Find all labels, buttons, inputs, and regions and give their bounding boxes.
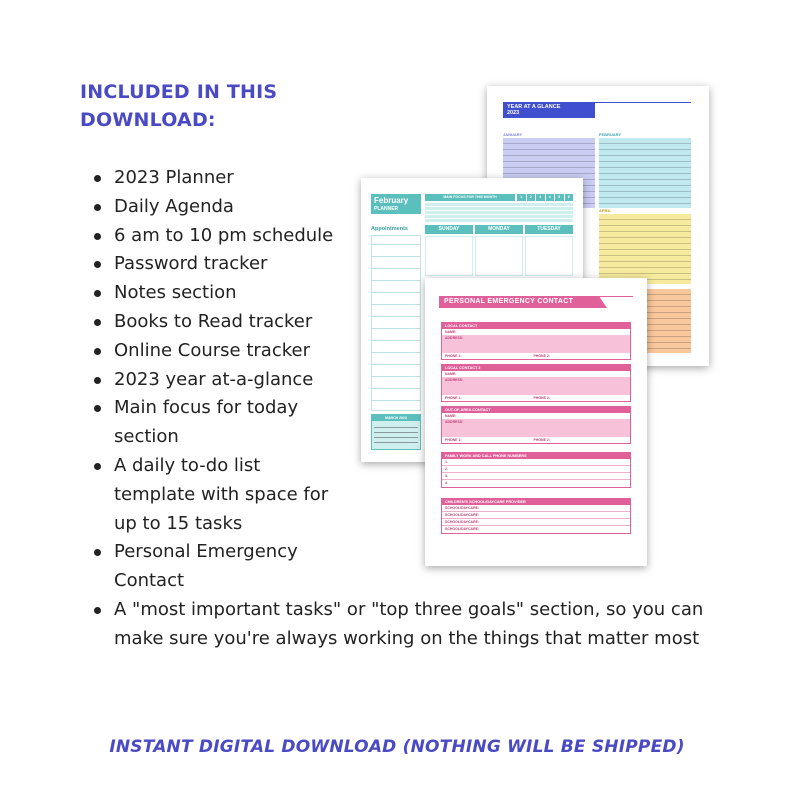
month-label: JANUARY bbox=[503, 132, 523, 137]
field-label: 4. bbox=[445, 481, 448, 485]
day-cell bbox=[475, 236, 523, 276]
emergency-contact-preview bbox=[425, 278, 647, 566]
field-label: NAME: bbox=[445, 330, 457, 334]
month-box bbox=[599, 214, 691, 284]
list-item: 2023 Planner bbox=[93, 164, 343, 193]
year-banner-title: YEAR AT A GLANCE bbox=[507, 104, 561, 110]
phone-row bbox=[442, 353, 630, 359]
contact-section bbox=[441, 322, 631, 360]
list-item: Notes section bbox=[93, 279, 343, 308]
field-label: PHONE 1: bbox=[445, 354, 462, 358]
section-heading: INCLUDED IN THIS DOWNLOAD: bbox=[80, 81, 278, 131]
section-header: FAMILY WORK AND CALL PHONE NUMBERS bbox=[442, 453, 630, 459]
section-header: LOCAL CONTACT bbox=[442, 323, 630, 329]
list-item: Password tracker bbox=[93, 250, 343, 279]
list-item: Main focus for today section bbox=[93, 394, 308, 452]
contact-section bbox=[441, 498, 631, 534]
list-item: A "most important tasks" or "top three goals" section, so you can make sure you're always working on the things that matter most bbox=[93, 596, 733, 654]
focus-numbers bbox=[517, 194, 573, 201]
field-label: PHONE 2: bbox=[533, 396, 550, 400]
planner-subtitle: PLANNER bbox=[374, 206, 399, 212]
mini-calendar-title: MARCH 2023 bbox=[372, 415, 420, 421]
field-label: SCHOOL/DAYCARE: bbox=[445, 527, 480, 531]
field-label: ADDRESS: bbox=[442, 419, 630, 437]
footer-note: INSTANT DIGITAL DOWNLOAD (NOTHING WILL BE SHIPPED) bbox=[109, 737, 685, 757]
focus-number: 4 bbox=[546, 194, 555, 201]
list-item: A daily to-do list template with space for up to 15 tasks bbox=[93, 452, 333, 538]
divider bbox=[587, 102, 691, 103]
list-item: 6 am to 10 pm schedule bbox=[93, 222, 343, 251]
field-label: 2. bbox=[442, 466, 630, 473]
list-item: Personal Emergency Contact bbox=[93, 538, 308, 596]
mini-calendar-grid bbox=[374, 423, 418, 447]
divider bbox=[595, 296, 633, 297]
year-banner-year: 2023 bbox=[507, 110, 520, 116]
phone-row bbox=[442, 437, 630, 443]
year-banner bbox=[503, 102, 595, 118]
field-label: PHONE 1: bbox=[445, 438, 462, 442]
list-item: Online Course tracker bbox=[93, 337, 343, 366]
appointments-label: Appointments bbox=[371, 226, 408, 232]
list-item: 2023 year at-a-glance bbox=[93, 366, 343, 395]
contact-section bbox=[441, 406, 631, 444]
contact-section bbox=[441, 364, 631, 402]
contact-title: PERSONAL EMERGENCY CONTACT bbox=[439, 296, 599, 308]
day-cell bbox=[525, 236, 573, 276]
section-header: CHILDREN'S SCHOOL/DAYCARE PROVIDER bbox=[442, 499, 630, 505]
field-label: SCHOOL/DAYCARE: bbox=[442, 505, 630, 512]
field-label: 3. bbox=[442, 473, 630, 480]
phone-row bbox=[442, 395, 630, 401]
month-name: February bbox=[374, 196, 409, 205]
focus-grid bbox=[425, 203, 573, 223]
list-item: Daily Agenda bbox=[93, 193, 343, 222]
day-header: TUESDAY bbox=[525, 225, 573, 234]
section-header: LOCAL CONTACT 2 bbox=[442, 365, 630, 371]
focus-number: 3 bbox=[536, 194, 545, 201]
appointments-lines bbox=[371, 235, 421, 411]
month-label: APRIL bbox=[599, 208, 611, 213]
field-label: NAME: bbox=[445, 414, 457, 418]
list-item: Books to Read tracker bbox=[93, 308, 343, 337]
day-cell bbox=[425, 236, 473, 276]
field-label: SCHOOL/DAYCARE: bbox=[442, 519, 630, 526]
focus-number: 5 bbox=[555, 194, 564, 201]
day-header: SUNDAY bbox=[425, 225, 473, 234]
field-label: ADDRESS: bbox=[442, 335, 630, 353]
day-header: MONDAY bbox=[475, 225, 523, 234]
focus-header: MAIN FOCUS FOR THIS MONTH bbox=[425, 194, 515, 201]
month-label: FEBRUARY bbox=[599, 132, 622, 137]
field-label: NAME: bbox=[445, 372, 457, 376]
month-box bbox=[599, 138, 691, 208]
section-header: OUT-OF-AREA CONTACT bbox=[442, 407, 630, 413]
focus-number: 6 bbox=[565, 194, 574, 201]
planner-title bbox=[371, 194, 421, 214]
focus-number: 2 bbox=[527, 194, 536, 201]
focus-number: 1 bbox=[517, 194, 526, 201]
field-label: PHONE 2: bbox=[533, 438, 550, 442]
field-label: SCHOOL/DAYCARE: bbox=[442, 512, 630, 519]
field-label: PHONE 2: bbox=[533, 354, 550, 358]
field-label: ADDRESS: bbox=[442, 377, 630, 395]
contact-section bbox=[441, 452, 631, 488]
mini-calendar bbox=[371, 414, 421, 450]
field-label: 1. bbox=[442, 459, 630, 466]
field-label: PHONE 1: bbox=[445, 396, 462, 400]
